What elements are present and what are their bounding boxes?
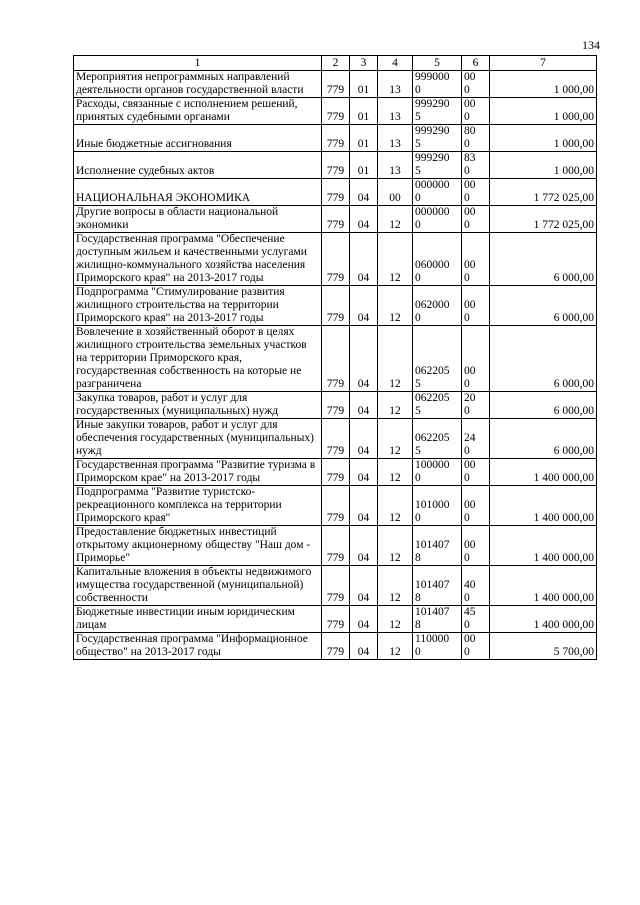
subsection-code: 12 — [378, 566, 413, 606]
target-article-code: 101000 0 — [413, 486, 462, 526]
table-row — [74, 419, 597, 459]
section-code: 04 — [350, 566, 378, 606]
expense-type-code: 00 0 — [462, 286, 490, 326]
section-code: 04 — [350, 633, 378, 660]
expense-type-code: 45 0 — [462, 606, 490, 633]
section-code: 04 — [350, 606, 378, 633]
table-row — [74, 233, 597, 286]
item-name: Предоставление бюджетных инвестиций открытому акционерному обществу "Наш дом - Приморье" — [74, 526, 322, 566]
item-name: Бюджетные инвестиции иным юридическим лицам — [74, 606, 322, 633]
subsection-code: 12 — [378, 392, 413, 419]
item-name: Капитальные вложения в объекты недвижимого имущества государственной (муниципальной) собственности — [74, 566, 322, 606]
amount: 1 400 000,00 — [490, 606, 597, 633]
subsection-code: 12 — [378, 206, 413, 233]
grbs-code: 779 — [322, 566, 350, 606]
section-code: 01 — [350, 125, 378, 152]
column-header: 7 — [490, 56, 597, 71]
expense-type-code: 00 0 — [462, 326, 490, 392]
column-header: 6 — [462, 56, 490, 71]
expense-type-code: 00 0 — [462, 633, 490, 660]
amount: 1 000,00 — [490, 71, 597, 98]
amount: 6 000,00 — [490, 233, 597, 286]
table-row — [74, 179, 597, 206]
target-article-code: 999290 5 — [413, 152, 462, 179]
section-code: 04 — [350, 179, 378, 206]
table-row — [74, 633, 597, 660]
expense-type-code: 00 0 — [462, 206, 490, 233]
expense-type-code: 80 0 — [462, 125, 490, 152]
target-article-code: 062205 5 — [413, 326, 462, 392]
table-row — [74, 152, 597, 179]
subsection-code: 12 — [378, 419, 413, 459]
subsection-code: 12 — [378, 486, 413, 526]
target-article-code: 000000 0 — [413, 179, 462, 206]
subsection-code: 12 — [378, 326, 413, 392]
column-header: 4 — [378, 56, 413, 71]
target-article-code: 101407 8 — [413, 566, 462, 606]
grbs-code: 779 — [322, 233, 350, 286]
table-row — [74, 526, 597, 566]
expense-type-code: 00 0 — [462, 179, 490, 206]
item-name: Государственная программа "Обеспечение доступным жильем и качественными услугами жилищно-коммунального хозяйства населения Приморского края" на 2013-2017 годы — [74, 233, 322, 286]
grbs-code: 779 — [322, 526, 350, 566]
table-row — [74, 125, 597, 152]
expense-type-code: 00 0 — [462, 233, 490, 286]
target-article-code: 100000 0 — [413, 459, 462, 486]
target-article-code: 999000 0 — [413, 71, 462, 98]
expense-type-code: 00 0 — [462, 71, 490, 98]
grbs-code: 779 — [322, 125, 350, 152]
grbs-code: 779 — [322, 206, 350, 233]
subsection-code: 13 — [378, 125, 413, 152]
table-body — [74, 71, 597, 660]
target-article-code: 000000 0 — [413, 206, 462, 233]
target-article-code: 062205 5 — [413, 419, 462, 459]
amount: 1 000,00 — [490, 125, 597, 152]
item-name: Иные бюджетные ассигнования — [74, 125, 322, 152]
section-code: 04 — [350, 286, 378, 326]
subsection-code: 12 — [378, 286, 413, 326]
section-code: 04 — [350, 459, 378, 486]
subsection-code: 12 — [378, 526, 413, 566]
section-code: 04 — [350, 526, 378, 566]
header-row — [74, 56, 597, 71]
subsection-code: 00 — [378, 179, 413, 206]
subsection-code: 13 — [378, 152, 413, 179]
item-name: Государственная программа "Информационное общество" на 2013-2017 годы — [74, 633, 322, 660]
target-article-code: 999290 5 — [413, 125, 462, 152]
expense-type-code: 00 0 — [462, 486, 490, 526]
subsection-code: 12 — [378, 606, 413, 633]
section-code: 04 — [350, 206, 378, 233]
target-article-code: 060000 0 — [413, 233, 462, 286]
subsection-code: 13 — [378, 98, 413, 125]
expense-type-code: 00 0 — [462, 98, 490, 125]
section-code: 01 — [350, 71, 378, 98]
grbs-code: 779 — [322, 633, 350, 660]
target-article-code: 062000 0 — [413, 286, 462, 326]
amount: 6 000,00 — [490, 392, 597, 419]
column-header: 1 — [74, 56, 322, 71]
target-article-code: 101407 8 — [413, 606, 462, 633]
subsection-code: 12 — [378, 633, 413, 660]
grbs-code: 779 — [322, 459, 350, 486]
subsection-code: 12 — [378, 233, 413, 286]
item-name: Исполнение судебных актов — [74, 152, 322, 179]
item-name: Мероприятия непрограммных направлений деятельности органов государственной власти — [74, 71, 322, 98]
item-name: Вовлечение в хозяйственный оборот в целях жилищного строительства земельных участков на территории Приморского края, государственная собственность на которые не разграничена — [74, 326, 322, 392]
section-code: 01 — [350, 152, 378, 179]
column-header: 5 — [413, 56, 462, 71]
amount: 1 400 000,00 — [490, 459, 597, 486]
grbs-code: 779 — [322, 179, 350, 206]
subsection-code: 12 — [378, 459, 413, 486]
expense-type-code: 00 0 — [462, 459, 490, 486]
expense-type-code: 20 0 — [462, 392, 490, 419]
amount: 1 772 025,00 — [490, 206, 597, 233]
table-row — [74, 326, 597, 392]
item-name: Расходы, связанные с исполнением решений, принятых судебными органами — [74, 98, 322, 125]
grbs-code: 779 — [322, 419, 350, 459]
section-code: 04 — [350, 486, 378, 526]
page-number: 134 — [582, 38, 600, 52]
amount: 6 000,00 — [490, 419, 597, 459]
item-name: Подпрограмма "Развитие туристско-рекреационного комплекса на территории Приморского края" — [74, 486, 322, 526]
table-row — [74, 71, 597, 98]
budget-table — [73, 55, 597, 660]
amount: 1 000,00 — [490, 98, 597, 125]
section-code: 04 — [350, 326, 378, 392]
item-name: Подпрограмма "Стимулирование развития жилищного строительства на территории Приморского края" на 2013-2017 годы — [74, 286, 322, 326]
table-row — [74, 459, 597, 486]
target-article-code: 062205 5 — [413, 392, 462, 419]
expense-type-code: 24 0 — [462, 419, 490, 459]
grbs-code: 779 — [322, 152, 350, 179]
section-code: 04 — [350, 392, 378, 419]
table-row — [74, 606, 597, 633]
table-row — [74, 392, 597, 419]
table-row — [74, 98, 597, 125]
section-code: 04 — [350, 419, 378, 459]
table-row — [74, 286, 597, 326]
section-code: 04 — [350, 233, 378, 286]
target-article-code: 110000 0 — [413, 633, 462, 660]
amount: 5 700,00 — [490, 633, 597, 660]
expense-type-code: 40 0 — [462, 566, 490, 606]
expense-type-code: 00 0 — [462, 526, 490, 566]
grbs-code: 779 — [322, 392, 350, 419]
table-row — [74, 486, 597, 526]
item-name: НАЦИОНАЛЬНАЯ ЭКОНОМИКА — [74, 179, 322, 206]
item-name: Иные закупки товаров, работ и услуг для обеспечения государственных (муниципальных) нужд — [74, 419, 322, 459]
expense-type-code: 83 0 — [462, 152, 490, 179]
item-name: Государственная программа "Развитие туризма в Приморском крае" на 2013-2017 годы — [74, 459, 322, 486]
subsection-code: 13 — [378, 71, 413, 98]
amount: 6 000,00 — [490, 286, 597, 326]
amount: 1 772 025,00 — [490, 179, 597, 206]
grbs-code: 779 — [322, 486, 350, 526]
grbs-code: 779 — [322, 286, 350, 326]
item-name: Другие вопросы в области национальной экономики — [74, 206, 322, 233]
section-code: 01 — [350, 98, 378, 125]
amount: 1 400 000,00 — [490, 566, 597, 606]
amount: 1 400 000,00 — [490, 526, 597, 566]
column-header: 3 — [350, 56, 378, 71]
amount: 1 000,00 — [490, 152, 597, 179]
target-article-code: 101407 8 — [413, 526, 462, 566]
grbs-code: 779 — [322, 606, 350, 633]
table-header — [74, 56, 597, 71]
table-row — [74, 206, 597, 233]
grbs-code: 779 — [322, 71, 350, 98]
table-row — [74, 566, 597, 606]
grbs-code: 779 — [322, 98, 350, 125]
item-name: Закупка товаров, работ и услуг для государственных (муниципальных) нужд — [74, 392, 322, 419]
amount: 1 400 000,00 — [490, 486, 597, 526]
target-article-code: 999290 5 — [413, 98, 462, 125]
grbs-code: 779 — [322, 326, 350, 392]
amount: 6 000,00 — [490, 326, 597, 392]
column-header: 2 — [322, 56, 350, 71]
